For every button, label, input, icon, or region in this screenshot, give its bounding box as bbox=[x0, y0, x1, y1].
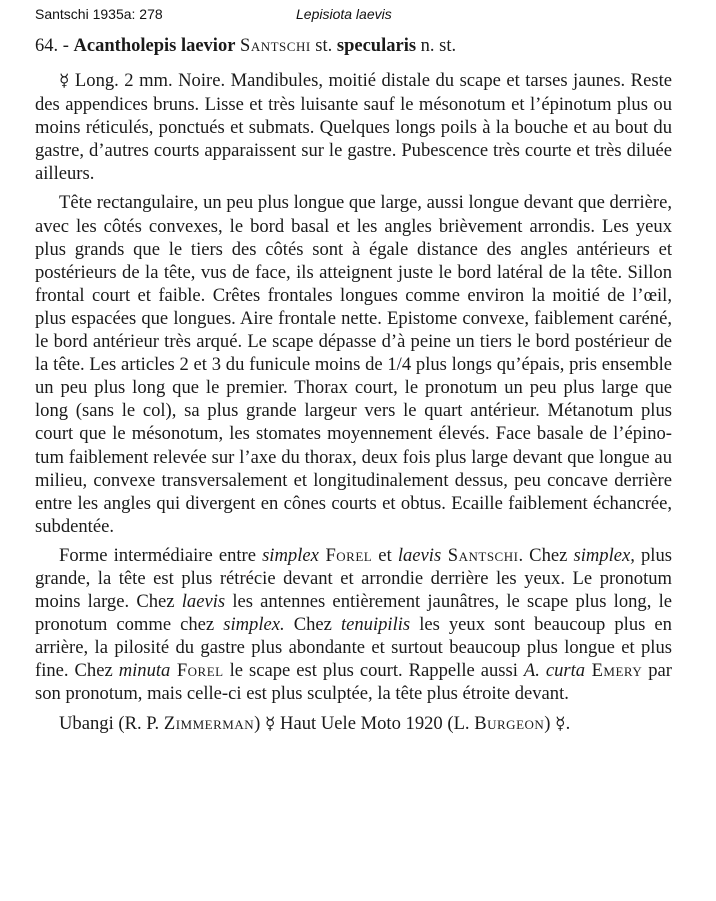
text-run: ) bbox=[254, 712, 265, 734]
text-run: par son pronotum, mais celle-ci est plus sculptée, la tête plus étroite devant. bbox=[35, 660, 672, 705]
collector-name: Zimmerman bbox=[163, 712, 255, 734]
citation: Santschi 1935a: 278 bbox=[35, 6, 163, 22]
text-run: Ubangi (R. P. bbox=[59, 712, 164, 734]
author-name: Santschi bbox=[441, 544, 519, 566]
comparison-paragraph bbox=[35, 544, 672, 706]
paragraph-text: Long. 2 mm. Noire. Mandibules, moitié distale du scape et tarses jaunes. Reste des appendices bruns. Lisse et très luisante sauf le mésonotum et l’épinotum plus ou moins réticulés, ponctués et submats. Quelques longs poils à la bouche et au bout du gastre, d’autres courts apparaissent sur le gastre. Pubescence très courte et très diluée ailleurs. bbox=[35, 70, 672, 185]
species-name: A. curta bbox=[523, 660, 586, 682]
text-run: . Chez bbox=[518, 544, 574, 566]
author-name: Emery bbox=[585, 660, 643, 682]
species-name: laevis bbox=[397, 544, 442, 566]
subspecies-name: specularis bbox=[336, 36, 417, 56]
text-run: . bbox=[565, 712, 571, 734]
collector-name: Burgeon bbox=[474, 712, 545, 734]
text-run: Forme intermédiaire entre bbox=[59, 544, 263, 566]
description-body bbox=[35, 69, 672, 736]
text-run: Chez bbox=[284, 614, 341, 636]
paragraph-text: Tête rectangulaire, un peu plus longue que large, aussi longue devant que derrière, avec les côtés convexes, le bord basal et les angles brièvement arrondis. Les yeux plus grands que le tiers des côtés sont à égale distance des angles antérieurs et postérieurs de la tête, vus de face, ils atteignent juste le bord latéral de la tête. Sillon frontal court et faible. Crêtes frontales longues comme environ la moitié de l’œil, plus espacées que longues. Aire frontale nette. Epistome convexe, faiblement caréné, le bord antérieur très arqué. Le scape dépasse d’à peine un tiers le bord postérieur de la tête. Les articles 2 et 3 du funicule moins de 1/4 plus longs qu’épais, pris ensemble un peu plus long que le premier. Thorax court, le pronotum un peu plus large que long (sans le col), sa plus grande largeur vers le quart antérieur. Métanotum plus court que le mésonotum, les stomates moyennement élevés. Face basale de l’épinotum faiblement relevée sur l’axe du thorax, deux fois plus large devant que longue au milieu, convexe transversalement et longitudinalement dessus, peu concave derrière entre les angles qui divergent en cônes courts et obtus. Ecaille faiblement échancrée, subdentée. bbox=[35, 192, 672, 537]
description-paragraph-1 bbox=[35, 69, 672, 185]
species-name: laevis bbox=[181, 591, 226, 613]
text-run: et bbox=[372, 544, 398, 566]
author-name: Forel bbox=[318, 544, 373, 566]
worker-symbol-icon: ☿ bbox=[59, 71, 70, 91]
species-name: minuta bbox=[118, 660, 171, 682]
species-number: 64. - bbox=[35, 36, 69, 56]
locality-paragraph bbox=[35, 712, 672, 736]
rank-label: st. bbox=[315, 36, 333, 56]
species-heading bbox=[35, 36, 685, 57]
species-name: simplex. bbox=[223, 614, 285, 636]
text-run: les yeux sont beaucoup plus en arrière, la pilosité du gastre plus abondante et surtout beaucoup plus longue et plus fine. Chez bbox=[35, 614, 672, 682]
text-run: les antennes entièrement jaunâtres, le scape plus long, le pronotum comme chez bbox=[35, 591, 672, 636]
text-run: Haut Uele Moto 1920 (L. bbox=[275, 712, 475, 734]
species-name: tenuipilis bbox=[340, 614, 411, 636]
description-paragraph-2 bbox=[35, 191, 672, 537]
text-run: le scape est plus court. Rappelle aussi bbox=[223, 660, 524, 682]
worker-symbol-icon: ☿ bbox=[264, 713, 276, 734]
author-name: Forel bbox=[170, 660, 224, 682]
taxon-name: Lepisiota laevis bbox=[296, 6, 392, 22]
species-author: Santschi bbox=[240, 36, 311, 56]
text-run: ) bbox=[544, 712, 556, 734]
status-label: n. st. bbox=[420, 36, 457, 56]
species-name: simplex bbox=[262, 544, 319, 566]
species-name: simplex, bbox=[573, 544, 635, 566]
species-name: Acantholepis laevior bbox=[73, 36, 236, 56]
worker-symbol-icon: ☿ bbox=[555, 713, 566, 734]
text-run: plus grande, la tête est plus rétrécie devant et arrondie derrière les yeux. Le pronotum moins large. Chez bbox=[35, 544, 672, 613]
